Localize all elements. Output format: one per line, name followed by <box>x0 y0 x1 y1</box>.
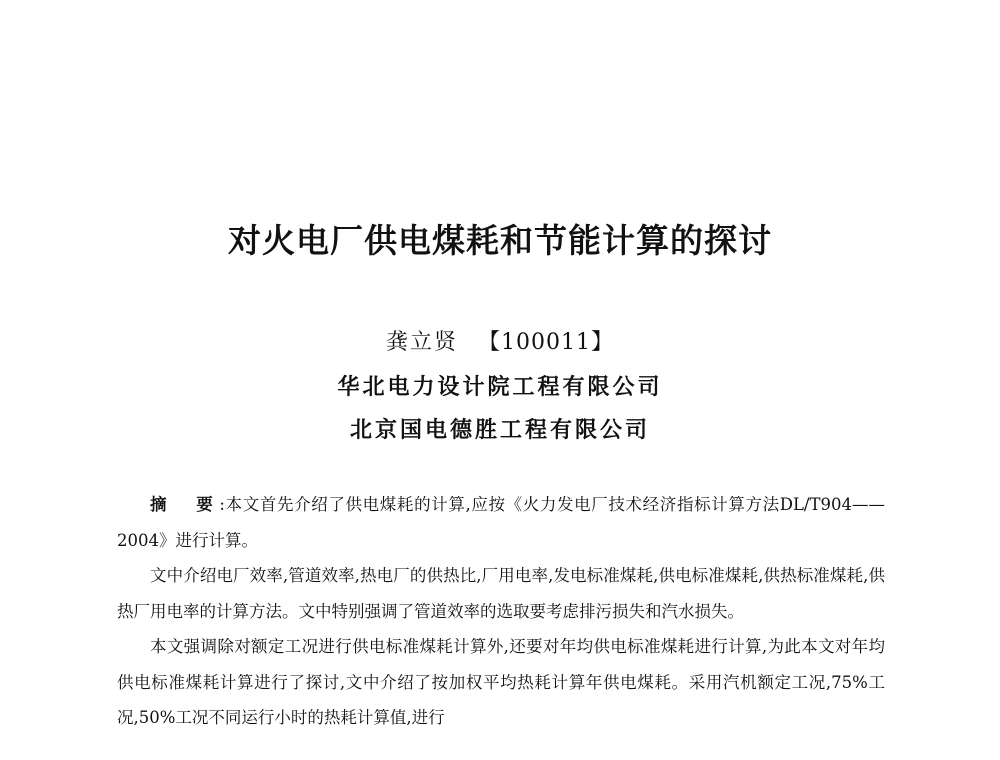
paper-title: 对火电厂供电煤耗和节能计算的探讨 <box>228 221 772 260</box>
abstract-paragraph-1 <box>117 487 885 558</box>
abstract-paragraph-3: 本文强调除对额定工况进行供电标准煤耗计算外,还要对年均供电标准煤耗进行计算,为此本文对年均供电标准煤耗计算进行了探讨,文中介绍了按加权平均热耗计算年供电煤耗。采用汽机额定工况,75%工况,50%工况不同运行小时的热耗计算值,进行 <box>117 637 885 727</box>
affiliation-2: 北京国电德胜工程有限公司 <box>349 417 650 443</box>
affiliation-1: 华北电力设计院工程有限公司 <box>337 374 663 400</box>
abstract-paragraph-1-text: :本文首先介绍了供电煤耗的计算,应按《火力发电厂技术经济指标计算方法DL/T904——2004》进行计算。 <box>117 495 885 550</box>
author-line <box>0 326 1000 360</box>
abstract-paragraph-2: 文中介绍电厂效率,管道效率,热电厂的供热比,厂用电率,发电标准煤耗,供电标准煤耗,供热标准煤耗,供热厂用电率的计算方法。文中特别强调了管道效率的选取要考虑排污损失和汽水损失。 <box>117 566 885 621</box>
abstract-section <box>117 487 885 736</box>
abstract-label: 摘 要 <box>150 495 220 514</box>
author-postal-code: 【100011】 <box>478 330 614 355</box>
author-name: 龚立贤 <box>386 330 459 355</box>
